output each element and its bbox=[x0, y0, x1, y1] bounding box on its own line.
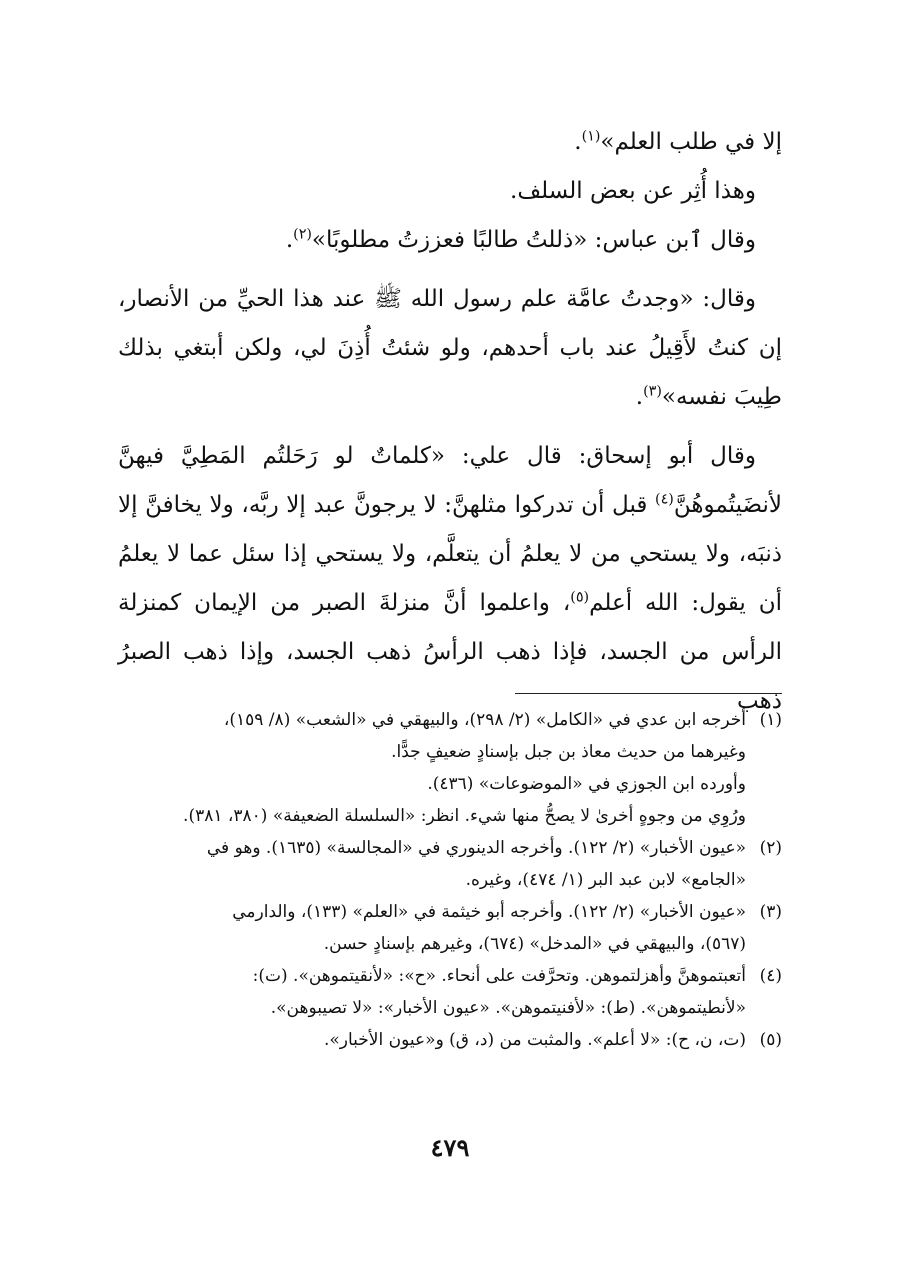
footnote-marker[interactable]: (٢) bbox=[293, 226, 312, 243]
paragraph-text: إلا في طلب العلم» bbox=[600, 129, 782, 155]
footnote-marker[interactable]: (٥) bbox=[570, 589, 590, 606]
page-number: ٤٧٩ bbox=[430, 1133, 470, 1162]
paragraph-tail: . bbox=[574, 129, 582, 155]
paragraph-2 bbox=[118, 167, 782, 216]
footnote-divider bbox=[515, 693, 782, 694]
paragraph-tail: . bbox=[285, 227, 294, 253]
footnote-number: (٣) bbox=[759, 902, 782, 922]
footnote-number: (٥) bbox=[759, 1030, 782, 1050]
paragraph-text: قبل أن تدركوا مثلهنَّ: لا يرجونَّ عبد إلا ربَّه، ولا يخافنَّ إلا ذنبَه، ولا يستحي من لا يعلمُ أن يتعلَّم، ولا يستحي إذا سئل عما لا يعلمُ أن يقول: الله أعلم bbox=[118, 492, 782, 616]
footnote-line: «لأنطيتموهن». (ط): «لأفنيتموهن». «عيون الأخبار»: «لا تصيبوهن». bbox=[270, 998, 746, 1018]
paragraph-text: ، واعلموا أنَّ منزلةَ الصبر من الإيمان كمنزلة الرأس من الجسد، فإذا ذهب الرأسُ ذهب الجسد، وإذا ذهب الصبرُ ذهب bbox=[118, 590, 782, 714]
footnote-body bbox=[118, 704, 746, 832]
footnote-number: (٢) bbox=[759, 838, 782, 858]
paragraph-1 bbox=[118, 118, 782, 167]
main-text bbox=[118, 118, 782, 726]
footnote-line: «عيون الأخبار» (٢/ ١٢٢). وأخرجه أبو خيثمة في «العلم» (١٣٣)، والدارمي bbox=[232, 902, 746, 922]
footnote-3 bbox=[118, 896, 782, 960]
paragraph-3 bbox=[118, 216, 782, 265]
footnote-5 bbox=[118, 1024, 782, 1056]
footnote-body bbox=[118, 960, 746, 1024]
footnote-line: أتعبتموهنَّ وأهزلتموهن. وتحرَّفت على أنحاء. «ح»: «لأنقيتموهن». (ت): bbox=[252, 966, 746, 986]
footnote-marker[interactable]: (٤) bbox=[655, 491, 674, 508]
footnote-body bbox=[118, 1024, 746, 1056]
paragraph-text: وقال: «وجدتُ عامَّة علم رسول الله ﷺ عند هذا الحيِّ من الأنصار، إن كنتُ لأَقِيلُ عند باب أحدهم، ولو شئتُ أُذِنَ لي، ولكن أبتغي بذلك طِيبَ نفسه» bbox=[118, 286, 782, 410]
footnotes bbox=[118, 704, 782, 1056]
footnote-line: (٥٦٧)، والبيهقي في «المدخل» (٦٧٤)، وغيرهم بإسنادٍ حسن. bbox=[323, 934, 746, 954]
footnote-line: وأورده ابن الجوزي في «الموضوعات» (٤٣٦). bbox=[427, 774, 746, 794]
footnote-2 bbox=[118, 832, 782, 896]
paragraph-5 bbox=[118, 432, 782, 726]
footnote-number: (٤) bbox=[759, 966, 782, 986]
paragraph-text: وقال ٱبن عباس: «ذللتُ طالبًا فعززتُ مطلوبًا» bbox=[311, 227, 756, 253]
footnote-4 bbox=[118, 960, 782, 1024]
footnote-body bbox=[118, 832, 746, 896]
footnote-line: (ت، ن، ح): «لا أعلم». والمثبت من (د، ق) و«عيون الأخبار». bbox=[323, 1030, 746, 1050]
paragraph-text: وهذا أُثِر عن بعض السلف. bbox=[510, 178, 756, 204]
footnote-number: (١) bbox=[759, 710, 782, 730]
footnote-line: «عيون الأخبار» (٢/ ١٢٢). وأخرجه الدينوري في «المجالسة» (١٦٣٥). وهو في bbox=[206, 838, 746, 858]
paragraph-4 bbox=[118, 275, 782, 422]
footnote-1 bbox=[118, 704, 782, 832]
footnote-marker[interactable]: (١) bbox=[581, 128, 601, 145]
footnote-line: «الجامع» لابن عبد البر (١/ ٤٧٤)، وغيره. bbox=[465, 870, 746, 890]
paragraph-tail: . bbox=[635, 384, 644, 410]
paragraph-text: وقال أبو إسحاق: قال علي: «كلماتٌ لو رَحَلتُم المَطِيَّ فيهنَّ لأنضَيتُموهُنَّ bbox=[118, 443, 782, 518]
footnote-line: وغيرهما من حديث معاذ بن جبل بإسنادٍ ضعيفٍ جدًّا. bbox=[391, 742, 746, 762]
footnote-marker[interactable]: (٣) bbox=[643, 383, 662, 400]
footnote-line: أخرجه ابن عدي في «الكامل» (٢/ ٢٩٨)، والبيهقي في «الشعب» (٨/ ١٥٩)، bbox=[223, 710, 746, 730]
footnote-body bbox=[118, 896, 746, 960]
footnote-line: ورُوِي من وجوهٍ أخرىٰ لا يصحُّ منها شيء. انظر: «السلسلة الضعيفة» (٣٨٠، ٣٨١). bbox=[183, 806, 746, 826]
